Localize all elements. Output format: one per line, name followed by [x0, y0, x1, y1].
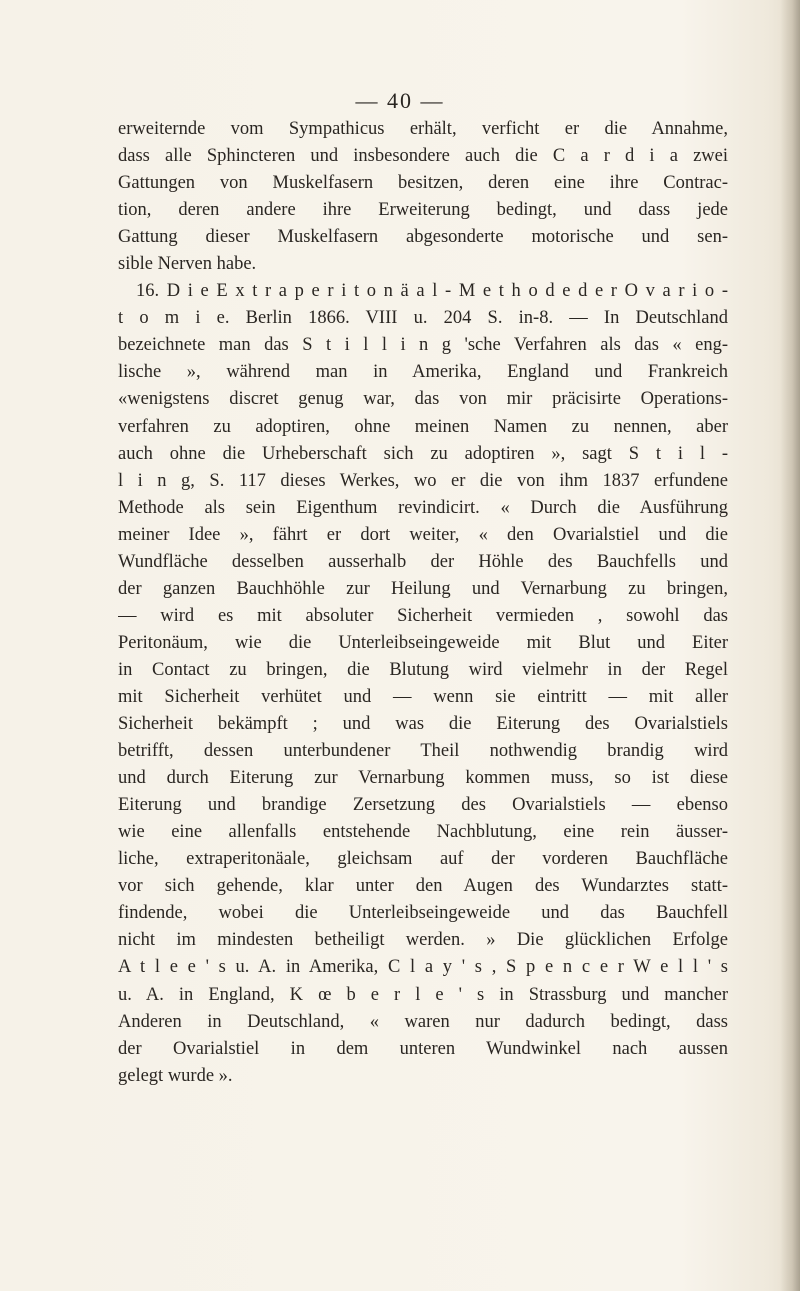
- text-line: dass alle Sphincteren und insbesondere auch die C a r d i a zwei: [118, 146, 728, 167]
- page-edge-shadow: [780, 0, 800, 1291]
- text-line: wie eine allenfalls entstehende Nachblutung, eine rein äusser-: [118, 822, 728, 843]
- text-line: betrifft, dessen unterbundener Theil nothwendig brandig wird: [118, 741, 728, 762]
- text-line: nicht im mindesten betheiligt werden. » Die glücklichen Erfolge: [118, 930, 728, 951]
- text-line: Gattung dieser Muskelfasern abgesonderte motorische und sen-: [118, 227, 728, 248]
- text-line: vor sich gehende, klar unter den Augen des Wundarztes statt-: [118, 876, 728, 897]
- text-line: Wundfläche desselben ausserhalb der Höhle des Bauchfells und: [118, 551, 728, 572]
- text-line: meiner Idee », fährt er dort weiter, « den Ovarialstiel und die: [118, 524, 728, 545]
- text-line: «wenigstens discret genug war, das von mir präcisirte Operations-: [118, 389, 728, 410]
- text-line: sible Nerven habe.: [118, 254, 257, 275]
- text-line: findende, wobei die Unterleibseingeweide und das Bauchfell: [118, 903, 728, 924]
- text-line: A t l e e ' s u. A. in Amerika, C l a y ' s , S p e n c e r W e l l ' s: [118, 957, 728, 978]
- body-text: [118, 116, 728, 1090]
- text-line: tion, deren andere ihre Erweiterung bedingt, und dass jede: [118, 200, 728, 221]
- text-line: t o m i e. Berlin 1866. VIII u. 204 S. in-8. — In Deutschland: [118, 308, 728, 329]
- text-line: der ganzen Bauchhöhle zur Heilung und Vernarbung zu bringen,: [118, 578, 728, 599]
- text-line: und durch Eiterung zur Vernarbung kommen muss, so ist diese: [118, 768, 728, 789]
- text-line: Eiterung und brandige Zersetzung des Ovarialstiels — ebenso: [118, 795, 728, 816]
- text-line: l i n g, S. 117 dieses Werkes, wo er die von ihm 1837 erfundene: [118, 470, 728, 491]
- text-line: Sicherheit bekämpft ; und was die Eiterung des Ovarialstiels: [118, 714, 728, 735]
- text-line: Peritonäum, wie die Unterleibseingeweide mit Blut und Eiter: [118, 632, 728, 653]
- text-line: Gattungen von Muskelfasern besitzen, deren eine ihre Contrac-: [118, 173, 728, 194]
- text-line: mit Sicherheit verhütet und — wenn sie eintritt — mit aller: [118, 686, 728, 707]
- section-heading-line: 16. D i e E x t r a p e r i t o n ä a l - M e t h o d e d e r O v a r i o -: [136, 281, 728, 302]
- text-line: verfahren zu adoptiren, ohne meinen Namen zu nennen, aber: [118, 416, 728, 437]
- text-line: lische », während man in Amerika, England und Frankreich: [118, 362, 728, 383]
- text-line: liche, extraperitonäale, gleichsam auf der vorderen Bauchfläche: [118, 849, 728, 870]
- text-line: der Ovarialstiel in dem unteren Wundwinkel nach aussen: [118, 1038, 728, 1059]
- text-line: erweiternde vom Sympathicus erhält, verficht er die Annahme,: [118, 119, 728, 139]
- text-line: Methode als sein Eigenthum revindicirt. « Durch die Ausführung: [118, 497, 728, 518]
- page-number: — 40 —: [355, 88, 445, 113]
- text-line: in Contact zu bringen, die Blutung wird vielmehr in der Regel: [118, 659, 728, 680]
- text-line: u. A. in England, K œ b e r l e ' s in Strassburg und mancher: [118, 984, 728, 1005]
- text-line: auch ohne die Urheberschaft sich zu adoptiren », sagt S t i l -: [118, 443, 728, 464]
- text-line: gelegt wurde ».: [118, 1065, 233, 1086]
- text-line: Anderen in Deutschland, « waren nur dadurch bedingt, dass: [118, 1011, 728, 1032]
- text-line: bezeichnete man das S t i l l i n g 'sche Verfahren als das « eng-: [118, 335, 728, 356]
- text-line: — wird es mit absoluter Sicherheit vermieden , sowohl das: [118, 605, 728, 626]
